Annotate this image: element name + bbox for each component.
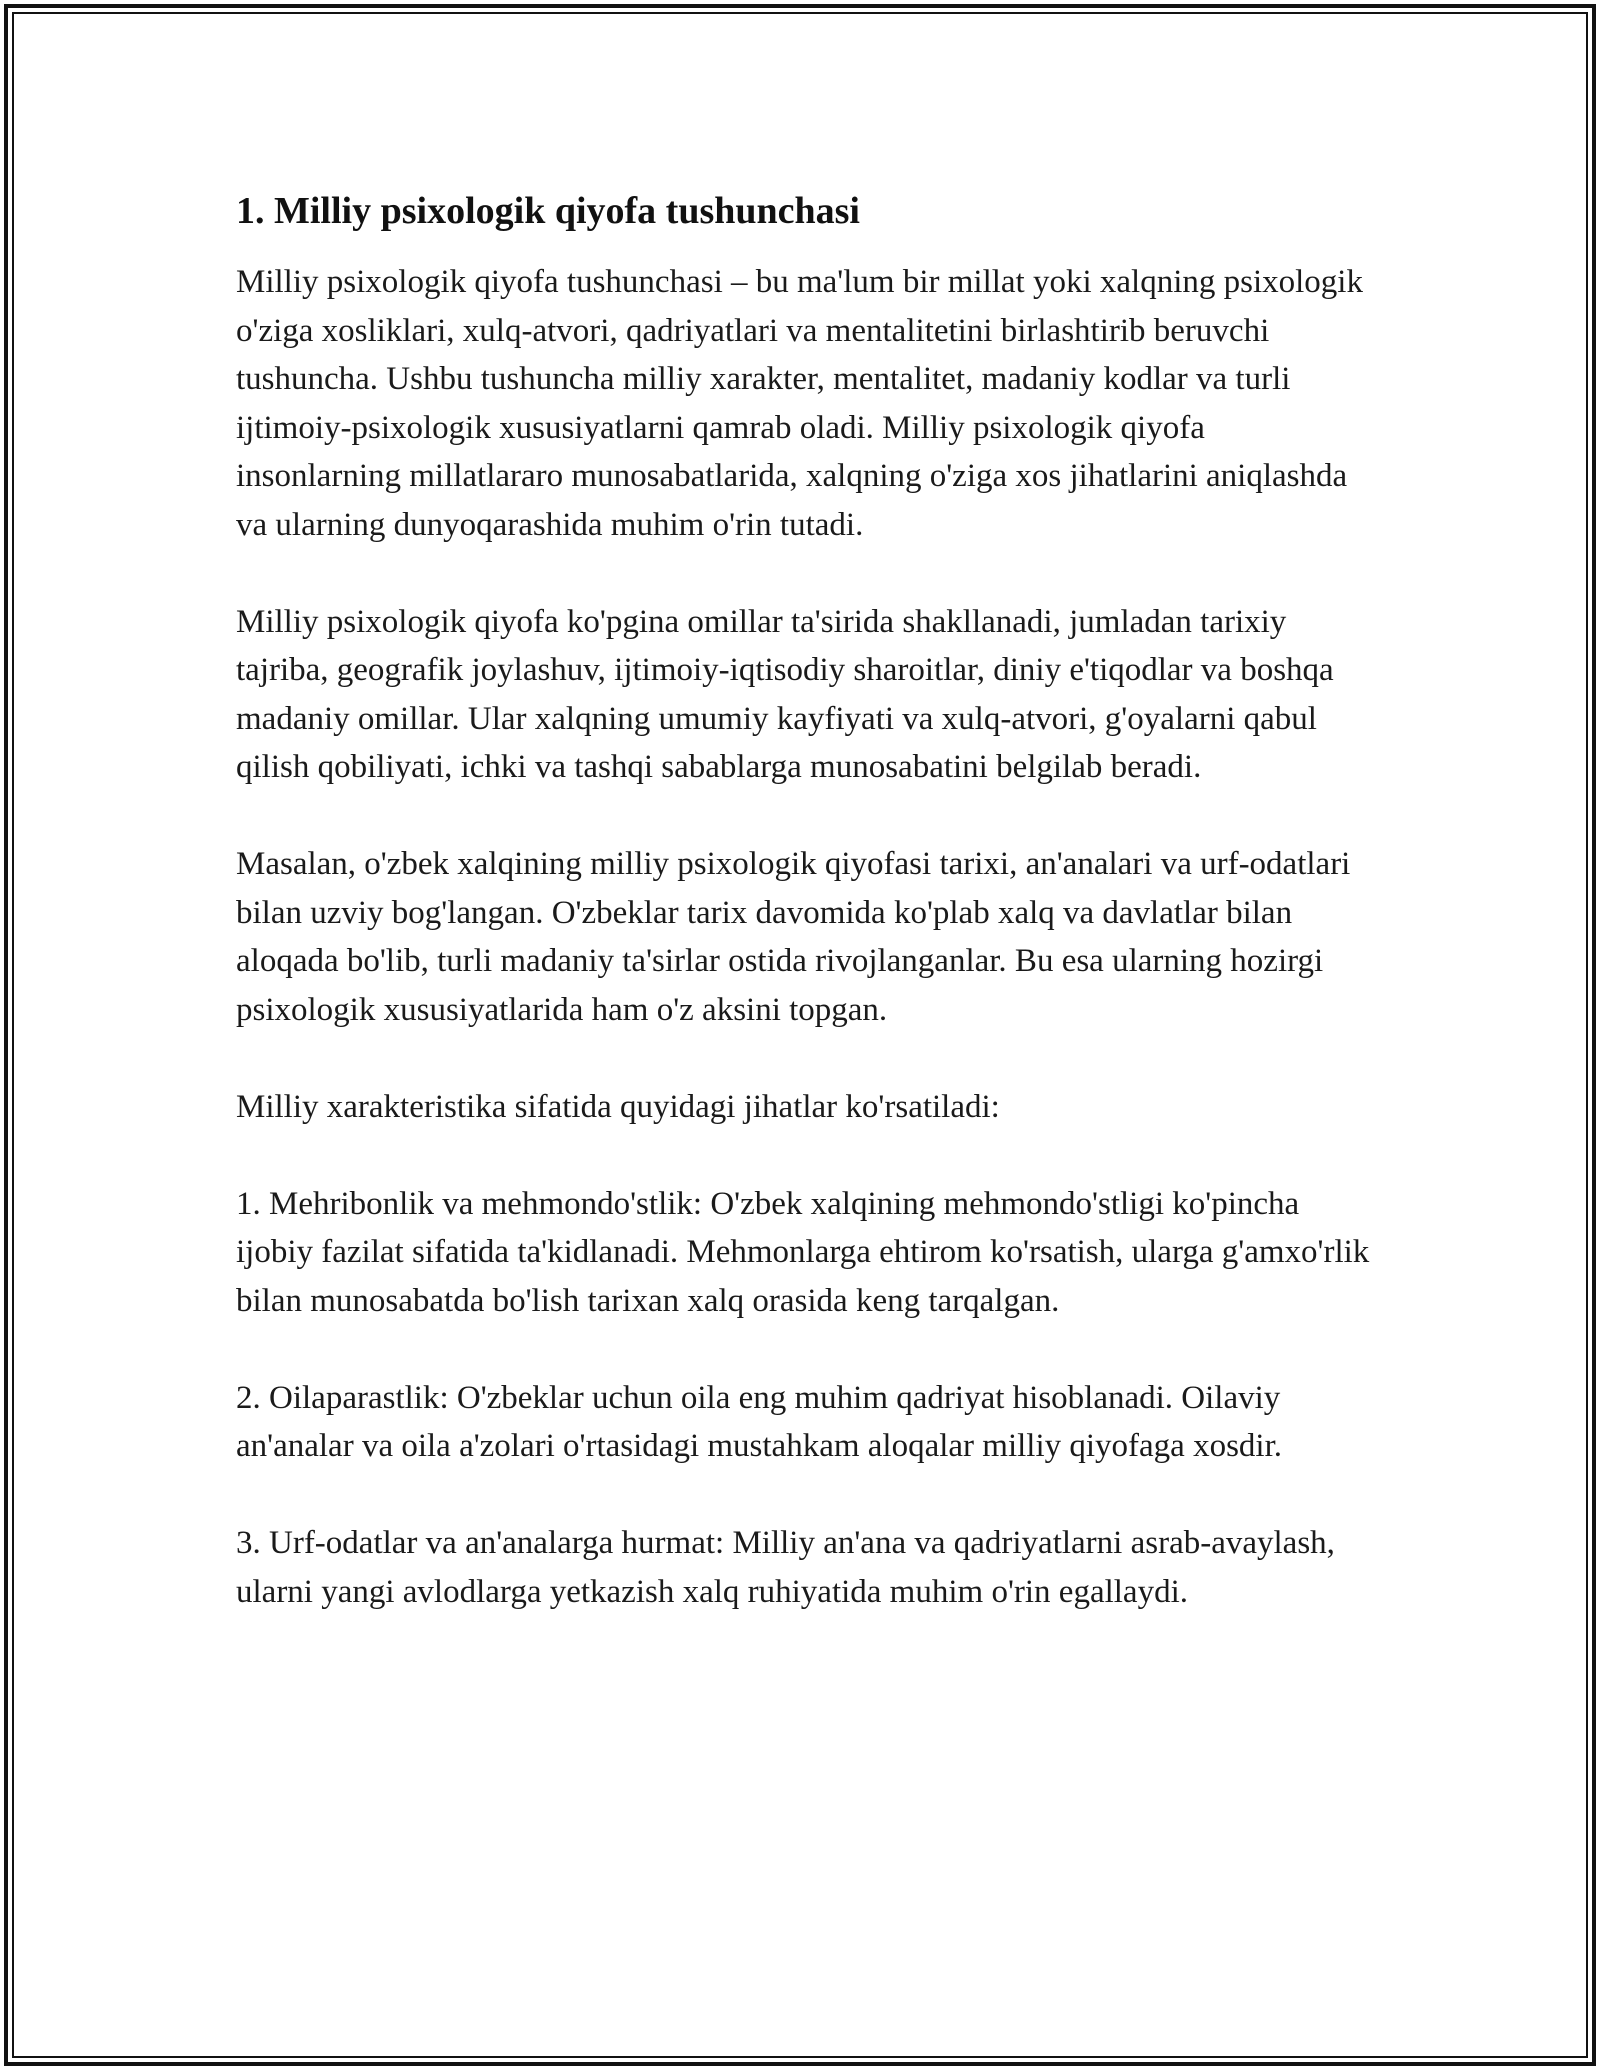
paragraph-list-intro: Milliy xarakteristika sifatida quyidagi jihatlar ko'rsatiladi: bbox=[236, 1088, 1000, 1125]
paragraph-intro: Milliy psixologik qiyofa tushunchasi – bu ma'lum bir millat yoki xalqning psixologik o'ziga xosliklari, xulq-atvori, qadriyatlari va mentalitetini birlashtirib beruvchi tushuncha. Ushbu tushuncha milliy xarakter, mentalitet, madaniy kodlar va turli ijtimoiy-psixologik xususiyatlarni qamrab oladi. Milliy psixologik qiyofa insonlarning millatlararo munosabatlarida, xalqning o'ziga xos jihatlarini aniqlashda va ularning dunyoqarashida muhim o'rin tutadi. bbox=[236, 264, 1363, 543]
paragraph-example: Masalan, o'zbek xalqining milliy psixologik qiyofasi tarixi, an'analari va urf-odatlari bilan uzviy bog'langan. O'zbeklar tarix davomida ko'plab xalq va davlatlar bilan aloqada bo'lib, turli madaniy ta'sirlar ostida rivojlanganlar. Bu esa ularning hozirgi psixologik xususiyatlarida ham o'z aksini topgan. bbox=[236, 846, 1351, 1028]
section-heading: 1. Milliy psixologik qiyofa tushunchasi bbox=[236, 190, 860, 232]
list-item-family: 2. Oilaparastlik: O'zbeklar uchun oila eng muhim qadriyat hisoblanadi. Oilaviy an'analar va oila a'zolari o'rtasidagi mustahkam aloqalar milliy qiyofaga xosdir. bbox=[236, 1379, 1282, 1464]
list-item-traditions: 3. Urf-odatlar va an'analarga hurmat: Milliy an'ana va qadriyatlarni asrab-avaylash, ularni yangi avlodlarga yetkazish xalq ruhiyatida muhim o'rin egallaydi. bbox=[236, 1525, 1335, 1610]
list-item-hospitality: 1. Mehribonlik va mehmondo'stlik: O'zbek xalqining mehmondo'stligi ko'pincha ijobiy fazilat sifatida ta'kidlanadi. Mehmonlarga ehtirom ko'rsatish, ularga g'amxo'rlik bilan munosabatda bo'lish tarixan xalq orasida keng tarqalgan. bbox=[236, 1185, 1370, 1319]
paragraph-factors: Milliy psixologik qiyofa ko'pgina omillar ta'sirida shakllanadi, jumladan tarixiy tajriba, geografik joylashuv, ijtimoiy-iqtisodiy sharoitlar, diniy e'tiqodlar va boshqa madaniy omillar. Ular xalqning umumiy kayfiyati va xulq-atvori, g'oyalarni qabul qilish qobiliyati, ichki va tashqi sabablarga munosabatini belgilab beradi. bbox=[236, 603, 1334, 785]
document-body bbox=[236, 186, 1376, 1616]
